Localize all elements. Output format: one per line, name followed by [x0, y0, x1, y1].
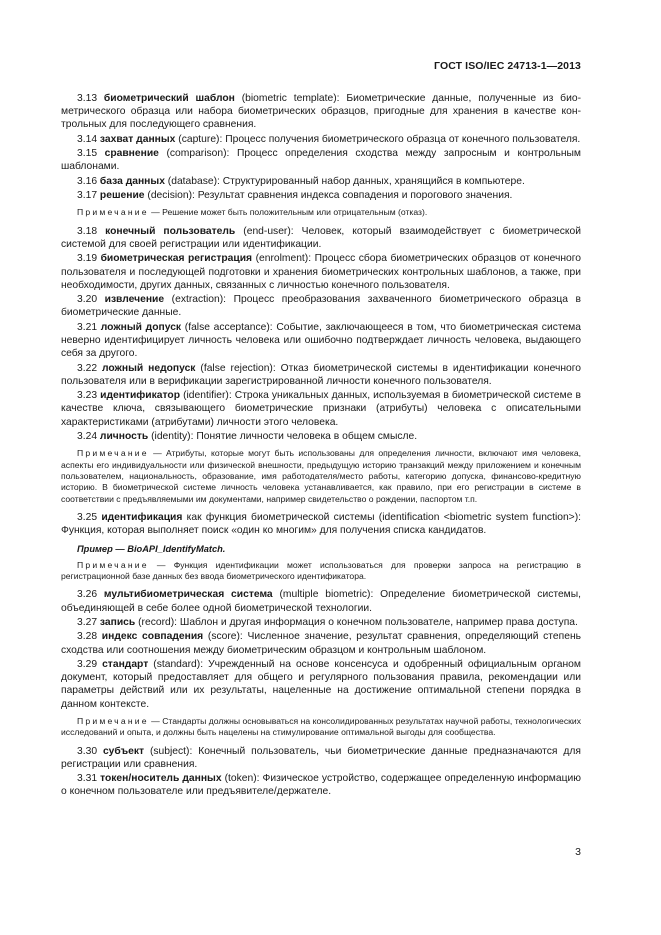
definition-3-20: 3.20 извлечение (extraction): Процесс преобразования захваченного биометрического образца в биометрические данные. [61, 294, 581, 319]
term: база данных [99, 175, 165, 187]
definition-3-29: 3.29 стандарт (standard): Учрежденный на основе консенсуса и одобренный официальным органом документ, который предоставляет для общего и регулярного пользования правила, рекомендации или параметры действий или их результаты, нацеленные на достижение оптимальной степени порядка в данном контексте. [61, 658, 581, 710]
definition-3-23: 3.23 идентификатор (identifier): Строка уникальных данных, используемая в биометрической системе в качестве ключа, связывающего биометрические признаки (атрибуты) человека с описательными характеристиками (атрибутами) личности этого человека. [61, 390, 581, 428]
term: субъект [102, 745, 145, 757]
term: ложный недопуск [101, 362, 196, 374]
definition-3-16: 3.16 база данных (database): Структурированный набор данных, хранящийся в компьютере. [77, 175, 525, 187]
term: идентификатор [100, 390, 181, 402]
term: личность [99, 430, 149, 442]
definition-3-26: 3.26 мультибиометрическая система (multiple biometric): Определение биометрической системы, объединяющей в себе более одной биометрической технологии. [61, 589, 582, 614]
term: идентификация [101, 512, 183, 524]
note-decision: Примечание — Решение может быть положительным или отрицательным (отказ). [77, 207, 428, 218]
definition-3-15: 3.15 сравнение (comparison): Процесс определения сходства между запросным и контрольным шаблонами. [61, 148, 581, 173]
definition-3-24: 3.24 личность (identity): Понятие личности человека в общем смысле. [77, 430, 418, 442]
note-label: Примечание [77, 715, 149, 726]
definition-3-21: 3.21 ложный допуск (false acceptance): Событие, заключающееся в том, что биометрическая система неверно идентифицирует личность человека или ошибочно подтверждает личность человека, выдающего себя за другого. [61, 321, 581, 360]
term: биометрический шаблон [103, 93, 235, 104]
term: стандарт [102, 658, 149, 670]
term: токен/носитель данных [100, 773, 222, 785]
note-identification: Примечание — Функция идентификации может использоваться для проверки запроса на регистрацию в регистрационной базе данных без ввода биометрического идентификатора. [61, 559, 581, 581]
definition-3-17: 3.17 решение (decision): Результат сравнения индекса совпадения и порогового значения. [77, 190, 513, 202]
term: конечный пользователь [105, 225, 236, 237]
term: решение [99, 190, 145, 202]
definition-3-14: 3.14 захват данных (capture): Процесс получения биометрического образца от конечного пользователя. [77, 133, 581, 145]
term: биометрическая регистрация [100, 253, 253, 265]
definition-3-25: 3.25 идентификация как функция биометрической системы (identification <biometric system function>): Функция, которая выполняет поиск «один ко многим» для получения списка кандидатов. [61, 512, 581, 537]
note-label: Примечание [77, 207, 149, 218]
document-body [61, 92, 581, 800]
definition-3-18: 3.18 конечный пользователь (end-user): Человек, который взаимодействует с биометрической системой для своей регистрации или идентификации. [61, 225, 582, 250]
definition-3-22: 3.22 ложный недопуск (false rejection): Отказ биометрической системы в идентификации конечного пользователя или в верификации зарегистрированной личности конечного пользователя. [61, 362, 581, 387]
definition-3-19: 3.19 биометрическая регистрация (enrolment): Процесс сбора биометрических образцов от конечного пользователя и последующей подготовки и хранения биометрических контрольных шаблонов, а также, при необходимости, других данных, связанных с личностью конечного пользователя. [61, 253, 581, 291]
example-identify-match: Пример — BioAPI_IdentifyMatch. [77, 543, 226, 554]
term: запись [99, 617, 136, 628]
note-identity: Примечание — Атрибуты, которые могут быть использованы для определения личности, включают имя человека, аспекты его индивидуальности или физической внешности, предыдущую историю транзакций между приложением и конечным пользователем, национальность, образование, имя работодателя/место работы, категорию допуска, финансово-кредитную историю. В биометрической системе личность человека устанавливается, как правило, при его регистрации в системе в соответствии с предъявляемыми им документами, например свидетельство о рождении, паспортом т.п. [61, 448, 581, 504]
term: индекс совпадения [101, 631, 204, 643]
definition-3-28: 3.28 индекс совпадения (score): Численное значение, результат сравнения, определяющий степень сходства или соотношения между биометрическим образцом и контрольным шаблоном. [61, 631, 581, 656]
definition-3-13: 3.13 биометрический шаблон (biometric template): Биометрические данные, полученные из биометрического образца или набора биометрических образцов, пригодные для хранения в качестве контрольных для последующего сравнения. [61, 93, 581, 131]
note-label: Примечание [77, 448, 149, 459]
definition-3-27: 3.27 запись (record): Шаблон и другая информация о конечном пользователе, например права доступа. [77, 617, 578, 628]
term: захват данных [99, 133, 176, 145]
example-label: Пример [77, 543, 113, 554]
document-code-header: ГОСТ ISO/IEC 24713-1—2013 [434, 60, 581, 72]
term: извлечение [104, 294, 165, 306]
page-number: 3 [575, 846, 581, 858]
term: мультибиометрическая система [103, 589, 273, 601]
definition-3-31: 3.31 токен/носитель данных (token): Физическое устройство, содержащее определенную информацию о конечном пользователе или предъявителе/держателе. [61, 773, 581, 798]
note-label: Примечание [77, 559, 149, 570]
note-standard: Примечание — Стандарты должны основываться на консолидированных результатах научной работы, технологических исследований и опыта, и должны быть нацелены на стимулирование оптимальной выгоды для сообщества. [61, 715, 581, 738]
term: ложный допуск [100, 321, 182, 333]
definition-3-30: 3.30 субъект (subject): Конечный пользователь, чьи биометрические данные предназначаются для регистрации или сравнения. [61, 745, 581, 770]
term: сравнение [104, 148, 159, 160]
